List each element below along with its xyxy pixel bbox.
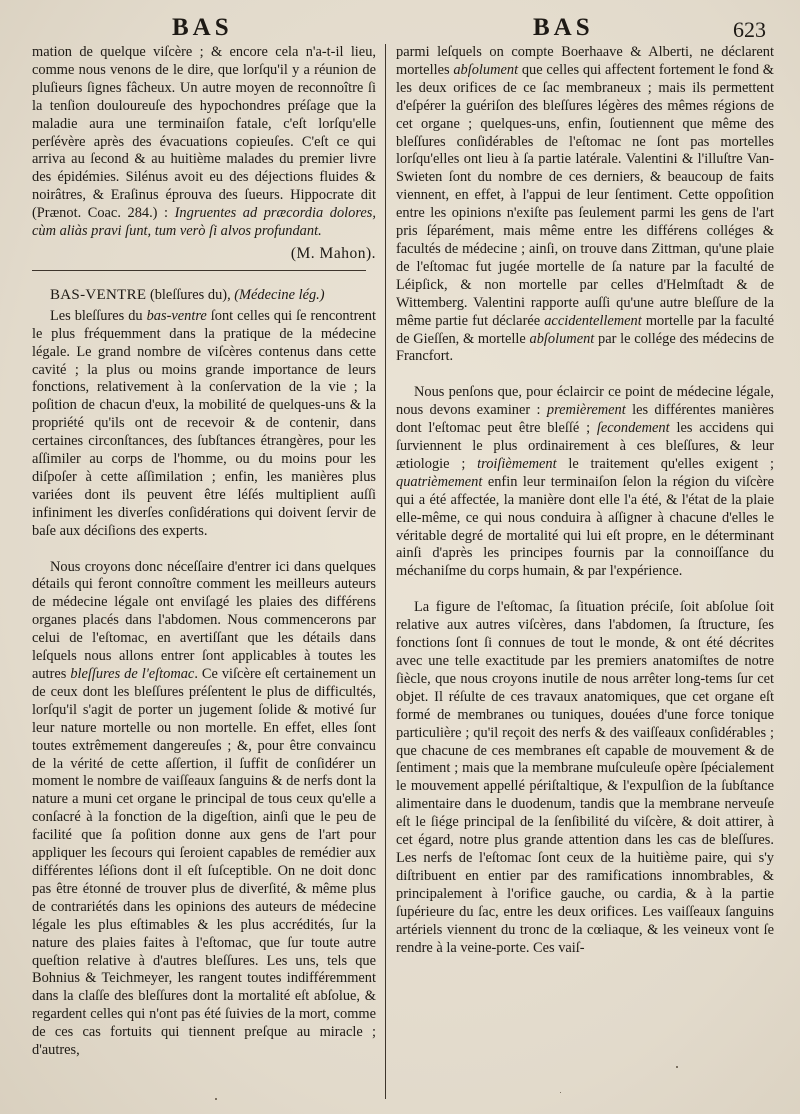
anatomy-paragraph: La figure de l'eſtomac, ſa ſituation préciſe, ſoit abſolue ſoit relative aux autres viſcères, dans l'abdomen, ſa ſtructure, ſes fonctions ſont ſi connues de tout le monde, & ont été décrites avec une telle exactitude par les premiers anatomiſtes de notre ſiècle, que nous croyons inutile de nous arrêter long-tems ſur cet objet. Il réſulte de ces travaux anatomiques, que cet organe eſt formé de membranes ou tuniques, douées d'une force tonique particulière ; qu'il reçoit des nerfs & des vaiſſeaux conſidérables ; que chacune de ces membranes eſt capable de mouvement & de ſentiment ; mais que la membrane muſculeuſe opère ſpécialement le mouvement appellé périſtaltique, & l'expulſion de la ſubſtance alimentaire dans le duodenum, tandis que la membrane nerveuſe eſt le ſiége principal de la ſenſibilité du viſcère, & doit attirer, à cet égard, notre plus grande attention dans les cas de bleſſures. Les nerfs de l'eſtomac ſont ceux de la huitième paire, qui s'y diſtribuent en entier par des ramifications innombrables, & principalement à l'orifice gauche, ou cardia, & à la partie ſupérieure du ſac, entre les deux orifices. Les vaiſſeaux ſanguins artériels viennent du tronc de la cœliaque, & les veineux vont ſe rendre à la veine-porte. Ces vaiſ- <box>396 599 774 956</box>
paper-speck <box>676 1066 678 1068</box>
intro-paragraph <box>32 308 376 541</box>
left-column <box>32 44 376 1060</box>
column-divider <box>385 44 386 1099</box>
latin-citation: Ingruentes ad præcordia dolores, cùm aliàs pravi ſunt, tum verò ſi alvos profundant. <box>32 205 376 240</box>
opinions-text-4: par le collége des médecins de Francfort. <box>396 330 774 365</box>
paper-speck <box>215 1098 217 1100</box>
citation-reference: (Prænot. Coac. 284.) : <box>32 205 175 222</box>
stomach-text-start: Nous croyons donc néceſſaire d'entrer ici dans quelques détails qui feront connoître comment les meilleurs auteurs de médecine légale ont enviſagé les plaies des différens organes placés dans l'abdomen. Nous commencerons par celui de l'eſtomac, en avertiſſant que les détails dans leſquels nous allons entrer ſont applicables à toutes les autres <box>32 558 376 682</box>
opinions-text-2: que celles qui affectent fortement le fond & les deux orifices de ce ſac membraneux ; mais ils permettent d'eſpérer la guériſon des bleſſures légères des mêmes régions de cet organe ; quelques-uns, enfin, ſoutiennent que même des bleſſures conſidérables de l'eſtomac ne ſont pas mortelles lorſqu'elles ont lieu à ſa partie latérale. Valentini & l'illuſtre Van-Swieten ſont du nombre de ces derniers, & beaucoup de faits viennent, en effet, à l'appui de leur ſentiment. Cette oppoſition entre les opinions n'exiſte pas ſeulement parmi les gens de l'art pris ſéparément, mais même entre les différens colléges & facultés de médecine ; ainſi, on trouve dans Zittman, qu'une plaie de l'eſtomac fut jugée mortelle de ſa nature par la faculté de Léipſick, & non mortelle par celles d'Helmſtadt & de Wittemberg. Valentini rapporte auſſi qu'une autre bleſſure de la même partie fut déclarée <box>396 61 774 329</box>
method-text-4: le traitement qu'elles exigent ; <box>556 455 775 472</box>
opinions-text-3: mortelle par la faculté de Gieſſen, & mortelle <box>396 312 774 347</box>
method-text-3: les accidens qui ſurviennent le plus ordinairement à ces bleſſures, & leur ætiologie ; <box>396 420 774 472</box>
stomach-text-end: . Ce viſcère eſt certainement un de ceux dont les bleſſures préſentent le plus de difficultés, lorſqu'il s'agit de porter un jugement ſolide & motivé ſur leur nature mortelle ou non mortelle. En effet, elles ſont toutes extrêmement dangereuſes ; &, pour être convaincu de la vérité de cette aſſertion, il ſuffit de conſidérer un moment le nombre de vaiſſeaux ſanguins & de nerfs dont la nature a muni cet organe le principal de tous ceux qu'elle a conſacré à la fonction de la digeſtion, ainſi que le peu de facilité que ſa poſition donne aux gens de l'art pour appliquer les ſecours qui ſeroient capables de remédier aux différentes léſions dont il eſt ſuſceptible. On ne doit donc pas être étonné de trouver plus de diverſité, & même plus de contrariétés dans les opinions des auteurs de médecine légale les plus eſtimables & les plus accrédités, ſur la nature des plaies faites à l'eſtomac, que ſur toute autre queſtion relative à d'autres bleſſures. Les uns, tels que Bohnius & Teichmeyer, les rangent toutes indifféremment dans la claſſe des bleſſures dont la mortalité eſt abſolue, & regardent celles qui n'ont pas été ſuivies de la mort, comme de ces cas fortuits qui tiennent preſque au miracle ; d'autres, <box>32 666 376 1059</box>
opinions-paragraph <box>396 44 774 366</box>
paper-speck <box>560 1092 561 1093</box>
opinions-text-1: parmi leſquels on compte Boerhaave & Alberti, ne déclarent mortelles <box>396 44 774 78</box>
author-signature: (M. Mahon). <box>290 244 376 262</box>
article-separator <box>32 270 366 271</box>
right-column <box>396 44 774 957</box>
method-term-1: premièrement <box>546 402 626 419</box>
method-paragraph <box>396 384 774 581</box>
article-qualifier: (bleſſures du), <box>146 286 235 303</box>
method-text-1: Nous penſons que, pour éclaircir ce point de médecine légale, nous devons examiner : <box>396 384 774 419</box>
right-running-head: BAS <box>533 14 594 41</box>
opinions-term-3: abſolument <box>529 330 595 347</box>
continued-paragraph <box>32 44 376 241</box>
method-term-2: ſecondement <box>596 420 670 437</box>
continued-text: mation de quelque viſcère ; & encore cela n'a-t-il lieu, comme nous venons de le dire, que lorſqu'il y a réunion de pluſieurs ſignes fâcheux. Un autre moyen de reconnoître ſi la tenſion douloureuſe des hypochondres préſage que la maladie aura une terminaiſon fatale, c'eſt lorſqu'elle perſévère après des évacuations copieuſes. C'eſt ce qui arriva au ſecond & au huitième malades du premier livre des épidémies. Silénus avoit eu des déjections fluides & noirâtres, & Eraſinus éprouva des ſueurs. Hippocrate dit <box>32 44 376 204</box>
stomach-term: bleſſures de l'eſtomac <box>70 666 195 682</box>
intro-text-end: ſont celles qui ſe rencontrent le plus fréquemment dans la pratique de la médecine légale. Le grand nombre de viſcères contenus dans cette cavité ; la plus ou moins grande importance de leurs fonctions, relativement à la conſervation de la vie ; la poſition de chacun d'eux, la mobilité de quelques-uns & la propriété qu'ils ont de recevoir & de contenir, dans certaines circonſtances, des ſubſtances étrangères, pour les aſſimiler au corps de l'homme, ou du moins pour les diſpoſer à cette aſſimilation ; enfin, les manières plus variées dont ils peuvent être léſés multiplient auſſi infiniment les diverſes conſidérations qui doivent ſervir de baſe aux déciſions des experts. <box>32 307 376 539</box>
article-heading-paragraph <box>32 287 376 305</box>
method-text-2: les différentes manières dont l'eſtomac peut être bleſſé ; <box>396 402 774 437</box>
stomach-paragraph <box>32 559 376 1060</box>
opinions-term-2: accidentellement <box>544 312 642 329</box>
intro-text-start: Les bleſſures du <box>50 307 147 324</box>
left-running-head: BAS <box>172 14 233 41</box>
opinions-term-1: abſolument <box>453 61 519 78</box>
running-header <box>0 14 800 44</box>
article-domain: (Médecine lég.) <box>234 286 325 303</box>
method-term-4: quatrièmement <box>396 473 483 490</box>
intro-term: bas-ventre <box>146 307 207 324</box>
page-number: 623 <box>733 17 766 42</box>
method-term-3: troiſièmement <box>477 455 557 472</box>
method-text-5: enfin leur terminaiſon ſelon la région du viſcère qui a été affectée, la manière dont elle l'a été, & l'état de la plaie elle-même, ce qui nous conduira à aſſigner à chacune d'elles le véritable degré de mortalité qui lui eſt propre, en le déterminant ainſi d'après les principes fournis par la connoiſſance du méchaniſme du corps humain, & par l'expérience. <box>396 473 774 580</box>
article-headword: BAS-VENTRE <box>50 286 147 303</box>
